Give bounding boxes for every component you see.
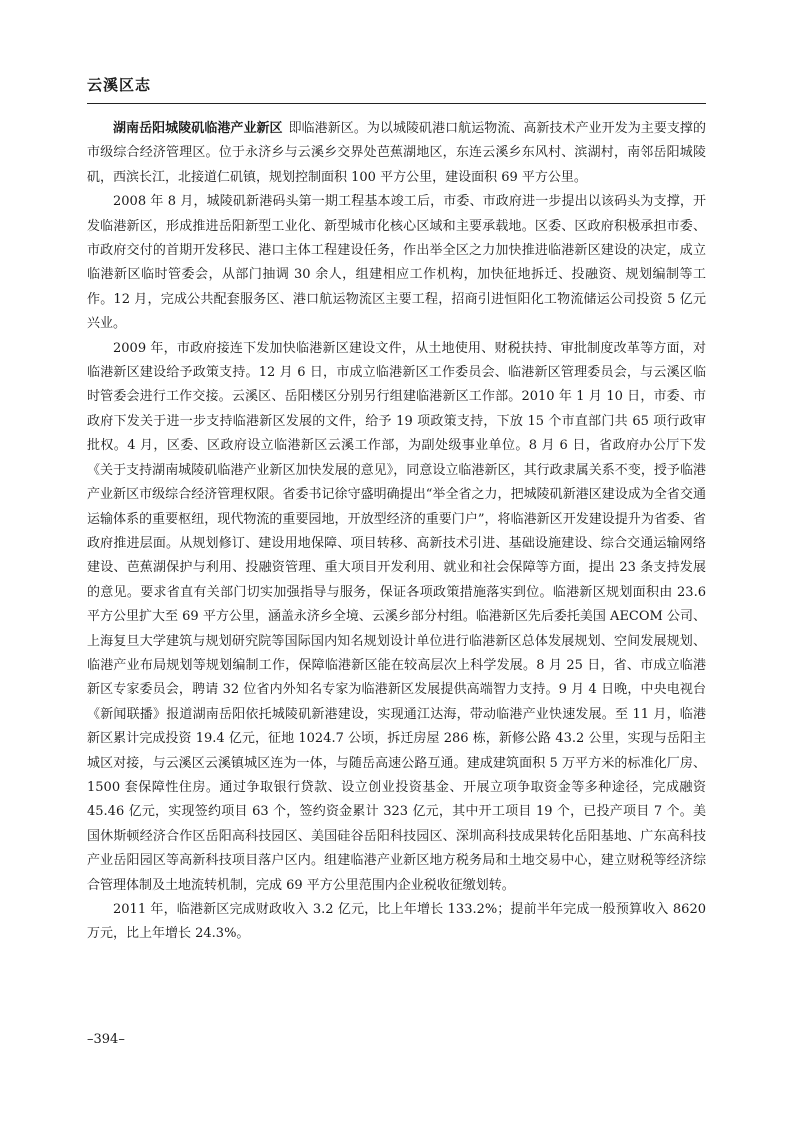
paragraph-4: 2011 年，临港新区完成财政收入 3.2 亿元，比上年增长 133.2%；提前半年完成一般预算收入 8620 万元，比上年增长 24.3%。 [87,902,706,942]
paragraph-1-text: 即临港新区。为以城陵矶港口航运物流、高新技术产业开发为主要支撑的市级综合经济管理区。位于永济乡与云溪乡交界处芭蕉湖地区，东连云溪乡东风村、滨湖村，南邻岳阳城陵矶，西滨长江，北接道仁矶镇，规划控制面积 100 平方公里，建设面积 69 平方公里。 [87,121,706,185]
running-head-title: 云溪区志 [87,76,152,94]
body-text [87,117,706,947]
paragraph-3: 2009 年，市政府接连下发加快临港新区建设文件，从土地使用、财税扶持、审批制度改革等方面，对临港新区建设给予政策支持。12 月 6 日，市成立临港新区工作委员会、临港新区管理委员会，与云溪区临时管委会进行工作交接。云溪区、岳阳楼区分别另行组建临港新区工作部。2010 年 1 月 10 日，市委、市政府下发关于进一步支持临港新区发展的文件，给予 19 项政策支持，下放 15 个市直部门共 65 项行政审批权。4 月，区委、区政府设立临港新区云溪工作部，为副处级事业单位。8 月 6 日，省政府办公厅下发《关于支持湖南城陵矶临港产业新区加快发展的意见》，同意设立临港新区，其行政隶属关系不变，授予临港产业新区市级综合经济管理权限。省委书记徐守盛明确提出“举全省之力，把城陵矶新港区建设成为全省交通运输体系的重要枢纽，现代物流的重要园地，开放型经济的重要门户”，将临港新区开发建设提升为省委、省政府推进层面。从规划修订、建设用地保障、项目转移、高新技术引进、基础设施建设、综合交通运输网络建设、芭蕉湖保护与利用、投融资管理、重大项目开发利用、就业和社会保障等方面，提出 23 条支持发展的意见。要求省直有关部门切实加强指导与服务，保证各项政策措施落实到位。临港新区规划面积由 23.6 平方公里扩大至 69 平方公里，涵盖永济乡全境、云溪乡部分村组。临港新区先后委托美国 AECOM 公司、上海复旦大学建筑与规划研究院等国际国内知名规划设计单位进行临港新区总体发展规划、空间发展规划、临港产业布局规划等规划编制工作，保障临港新区能在较高层次上科学发展。8 月 25 日，省、市成立临港新区专家委员会，聘请 32 位省内外知名专家为临港新区发展提供高端智力支持。9 月 4 日晚，中央电视台《新闻联播》报道湖南岳阳依托城陵矶新港建设，实现通江达海，带动临港产业快速发展。至 11 月，临港新区累计完成投资 19.4 亿元，征地 1024.7 公顷，拆迁房屋 286 栋，新修公路 43.2 公里，实现与岳阳主城区对接，与云溪区云溪镇城区连为一体，与随岳高速公路互通。建成建筑面积 5 万平方米的标准化厂房、1500 套保障性住房。通过争取银行贷款、设立创业投资基金、开展立项争取资金等多种途径，完成融资 45.46 亿元，实现签约项目 63 个，签约资金累计 323 亿元，其中开工项目 19 个，已投产项目 7 个。美国休斯顿经济合作区岳阳高科技园区、美国硅谷岳阳科技园区、深圳高科技成果转化岳阳基地、广东高科技产业岳阳园区等高新科技项目落户区内。组建临港产业新区地方税务局和土地交易中心，建立财税等经济综合管理体制及土地流转机制，完成 69 平方公里范围内企业税收征缴划转。 [87,340,706,893]
paragraph-1 [87,117,706,190]
paragraph-2: 2008 年 8 月，城陵矶新港码头第一期工程基本竣工后，市委、市政府进一步提出以该码头为支撑，开发临港新区，形成推进岳阳新型工业化、新型城市化核心区域和主要承载地。区委、区政府积极承担市委、市政府交付的首期开发移民、港口主体工程建设任务，作出举全区之力加快推进临港新区建设的决定，成立临港新区临时管委会，从部门抽调 30 余人，组建相应工作机构，加快征地拆迁、投融资、规划编制等工作。12 月，完成公共配套服务区、港口航运物流区主要工程，招商引进恒阳化工物流储运公司投资 5 亿元兴业。 [87,194,706,332]
header-divider [87,103,706,104]
entry-title: 湖南岳阳城陵矶临港产业新区 [113,121,283,136]
page-number: –394– [87,1032,125,1047]
